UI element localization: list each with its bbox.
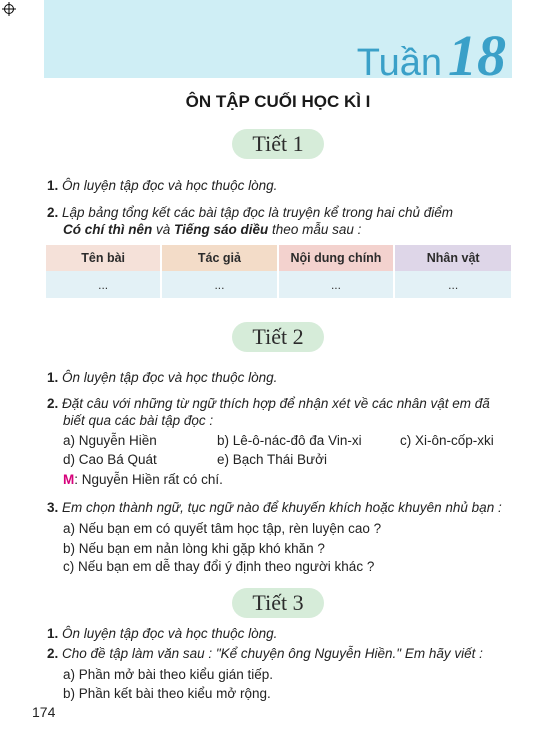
s1-question-2-cont [63, 221, 361, 238]
s3-q2-item-a: a) Phần mở bài theo kiểu gián tiếp. [63, 667, 273, 682]
s1-q2-tail: theo mẫu sau : [268, 222, 362, 237]
s2-q3-number: 3. [47, 500, 59, 515]
table-header: Nhân vật [395, 245, 511, 271]
table-cell: ... [279, 271, 396, 298]
s2-option-d: d) Cao Bá Quát [63, 452, 157, 467]
table-cell: ... [46, 271, 162, 298]
s3-q2-item-b: b) Phần kết bài theo kiểu mở rộng. [63, 686, 271, 701]
review-table [46, 245, 511, 298]
table-cell: ... [162, 271, 278, 298]
s1-question-1 [47, 177, 277, 194]
s1-q1-text: Ôn luyện tập đọc và học thuộc lòng. [62, 178, 278, 193]
s2-model-text: : Nguyễn Hiền rất có chí. [74, 472, 223, 487]
s1-topic-1: Có chí thì nên [63, 222, 153, 237]
page-number: 174 [32, 704, 56, 720]
s2-question-2-cont: biết qua các bài tập đọc : [63, 413, 214, 428]
week-heading [357, 22, 506, 89]
s2-option-c: c) Xi-ôn-cốp-xki [400, 433, 494, 448]
table-header: Tác giả [162, 245, 278, 271]
table-header-row [46, 245, 511, 271]
table-row [46, 271, 511, 298]
s3-q1-number: 1. [47, 626, 59, 641]
s1-question-2 [47, 204, 453, 221]
s1-q2-number: 2. [47, 205, 59, 220]
section-label-tiet-3: Tiết 3 [232, 588, 324, 618]
section-label-tiet-2: Tiết 2 [232, 322, 324, 352]
s3-q2-number: 2. [47, 646, 59, 661]
s3-q2-text: Cho đề tập làm văn sau : "Kể chuyện ông Nguyễn Hiền." Em hãy viết : [62, 646, 483, 661]
week-number: 18 [448, 23, 506, 88]
table-header: Tên bài [46, 245, 162, 271]
page-title: ÔN TẬP CUỐI HỌC KÌ I [185, 92, 371, 111]
s2-question-2 [47, 395, 490, 412]
s2-option-b: b) Lê-ô-nác-đô đa Vin-xi [217, 433, 362, 448]
table-cell: ... [395, 271, 511, 298]
s2-q2-number: 2. [47, 396, 59, 411]
section-label-tiet-1: Tiết 1 [232, 129, 324, 159]
s2-option-e: e) Bạch Thái Bưởi [217, 452, 327, 467]
s2-q3-item-a: a) Nếu bạn em có quyết tâm học tập, rèn luyện cao ? [63, 521, 382, 536]
table-header: Nội dung chính [279, 245, 396, 271]
s2-q1-number: 1. [47, 370, 59, 385]
s2-q1-text: Ôn luyện tập đọc và học thuộc lòng. [62, 370, 278, 385]
s2-model-label: M [63, 472, 75, 487]
s2-question-3 [47, 499, 502, 516]
s2-q2-text: Đặt câu với những từ ngữ thích hợp để nhận xét về các nhân vật em đã [62, 396, 490, 411]
s2-model-answer [63, 471, 223, 488]
s3-question-2 [47, 645, 483, 662]
s2-q3-text: Em chọn thành ngữ, tục ngữ nào để khuyến khích hoặc khuyên nhủ bạn : [62, 500, 502, 515]
s2-q3-item-b: b) Nếu bạn em nản lòng khi gặp khó khăn ? [63, 541, 325, 556]
s1-q2-text: Lập bảng tổng kết các bài tập đọc là truyện kể trong hai chủ điểm [62, 205, 454, 220]
registration-mark-icon [2, 2, 16, 16]
s2-q3-item-c: c) Nếu bạn em dễ thay đổi ý định theo người khác ? [63, 559, 375, 574]
s2-option-a: a) Nguyễn Hiền [63, 433, 157, 448]
s1-topic-2: Tiếng sáo diều [174, 222, 269, 237]
s3-question-1 [47, 625, 277, 642]
s1-q1-number: 1. [47, 178, 59, 193]
s1-q2-and: và [152, 222, 175, 237]
s2-question-1 [47, 369, 277, 386]
week-label: Tuần [356, 42, 442, 84]
s3-q1-text: Ôn luyện tập đọc và học thuộc lòng. [62, 626, 278, 641]
